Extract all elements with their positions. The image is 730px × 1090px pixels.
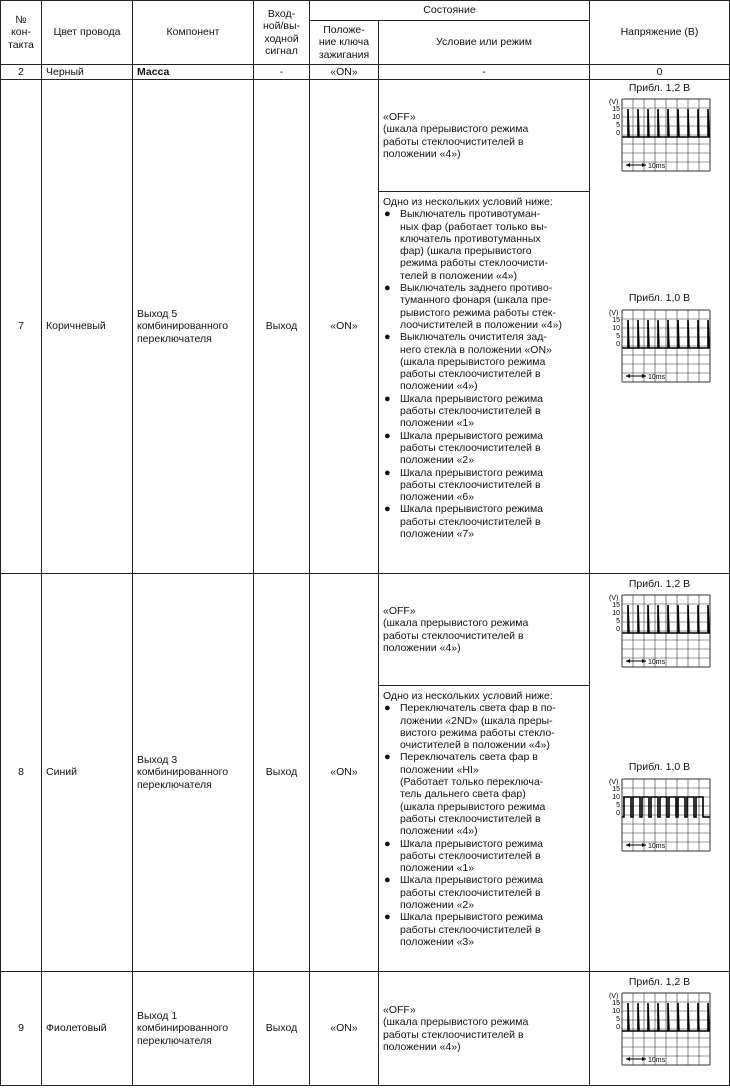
- voltage-cell: [590, 80, 730, 574]
- oscilloscope-waveform: [608, 591, 712, 671]
- condition-item: ● Шкала прерывистого режима работы стеклоочистителей в положении «2»: [383, 874, 585, 911]
- io-signal: -: [254, 65, 310, 80]
- condition-item: ● Шкала прерывистого режима работы стеклоочистителей в положении «1»: [383, 393, 585, 430]
- scope-tick-label: 0: [615, 340, 620, 348]
- condition-off: «OFF» (шкала прерывистого режима работы стеклоочистителей в положении «4»): [379, 574, 590, 686]
- scope-unit-label: (V): [608, 99, 618, 107]
- condition-intro: Одно из нескольких условий ниже:: [383, 690, 553, 702]
- scope-unit-label: (V): [608, 778, 618, 786]
- scope-tick-label: 15: [611, 106, 620, 114]
- header-voltage: Напряжение (В): [590, 1, 730, 65]
- scope-tick-label: 10: [611, 793, 620, 801]
- condition-item: ● Выключатель очистителя зад- него стекла в положении «ON» (шкала прерывистого режима работы стеклоочистителей в положении «4»): [383, 331, 585, 392]
- condition-item: ● Шкала прерывистого режима работы стеклоочистителей в положении «1»: [383, 838, 585, 875]
- condition-text: -: [379, 65, 590, 80]
- header-pin: № кон- такта: [1, 1, 42, 65]
- oscilloscope-waveform: [608, 775, 712, 855]
- condition-item: ● Переключатель света фар в положении «HI» (Работает только переключа- тель дальнего света фар) (шкала прерывистого режима работы стеклоочистителей в положении «4»): [383, 751, 585, 837]
- scope-tick-label: 5: [615, 122, 620, 130]
- component-name: Выход 5 комбинированного переключателя: [133, 80, 254, 574]
- wire-color: Черный: [42, 65, 133, 80]
- timebase-label: 10ms: [647, 1057, 665, 1065]
- scope-unit-label: (V): [608, 595, 618, 603]
- table-row-pin-8: [1, 574, 730, 686]
- ignition-position: «ON»: [310, 65, 379, 80]
- timebase-label: 10ms: [647, 373, 665, 381]
- voltage-cell: [590, 574, 730, 972]
- pin-number: 9: [1, 972, 42, 1086]
- scope-tick-label: 10: [611, 114, 620, 122]
- table-row-pin-7: [1, 80, 730, 192]
- oscilloscope-waveform: [608, 95, 712, 175]
- voltage-label: Прибл. 1,2 В: [628, 82, 691, 94]
- voltage-label: Прибл. 1,0 В: [628, 292, 691, 305]
- timebase-label: 10ms: [647, 659, 665, 667]
- condition-item: ● Шкала прерывистого режима работы стеклоочистителей в положении «7»: [383, 503, 585, 540]
- scope-tick-label: 0: [615, 130, 620, 138]
- wire-color: Фиолетовый: [42, 972, 133, 1086]
- condition-item: ● Шкала прерывистого режима работы стеклоочистителей в положении «2»: [383, 430, 585, 467]
- timebase-label: 10ms: [647, 842, 665, 850]
- header-state: Состояние: [310, 1, 590, 21]
- scope-tick-label: 10: [611, 324, 620, 332]
- header-io-signal: Вход- ной/вы- ходной сигнал: [254, 1, 310, 65]
- pin-number: 2: [1, 65, 42, 80]
- scope-tick-label: 15: [611, 316, 620, 324]
- scope-tick-label: 10: [611, 1008, 620, 1016]
- condition-on-list: [379, 686, 590, 972]
- condition-off: «OFF» (шкала прерывистого режима работы стеклоочистителей в положении «4»): [379, 80, 590, 192]
- scope-tick-label: 0: [615, 1024, 620, 1032]
- wire-color: Синий: [42, 574, 133, 972]
- component-name: Масса: [133, 65, 254, 80]
- header-component: Компонент: [133, 1, 254, 65]
- voltage-value: 0: [590, 65, 730, 80]
- scope-tick-label: 15: [611, 785, 620, 793]
- component-name: Выход 3 комбинированного переключателя: [133, 574, 254, 972]
- condition-item: ● Выключатель противотуман- ных фар (работает только вы- ключатель противотуманных фар) (шкала прерывистого режима работы стеклоочисти- телей в положении «4»): [383, 208, 585, 282]
- pin-number: 8: [1, 574, 42, 972]
- condition-item: ● Шкала прерывистого режима работы стеклоочистителей в положении «3»: [383, 911, 585, 948]
- scope-tick-label: 5: [615, 618, 620, 626]
- header-condition: Условие или режим: [379, 21, 590, 65]
- condition-item: ● Шкала прерывистого режима работы стеклоочистителей в положении «6»: [383, 467, 585, 504]
- io-signal: Выход: [254, 972, 310, 1086]
- header-wire-color: Цвет провода: [42, 1, 133, 65]
- condition-item: ● Выключатель заднего противо- туманного фонаря (шкала пре- рывистого режима работы стек- лоочистителей в положении «4»): [383, 282, 585, 331]
- header-ignition-position: Положе- ние ключа зажигания: [310, 21, 379, 65]
- timebase-label: 10ms: [647, 163, 665, 171]
- condition-intro: Одно из нескольких условий ниже:: [383, 196, 553, 208]
- scope-unit-label: (V): [608, 993, 618, 1001]
- voltage-cell: [590, 972, 730, 1086]
- io-signal: Выход: [254, 80, 310, 574]
- scope-tick-label: 10: [611, 610, 620, 618]
- voltage-label: Прибл. 1,2 В: [628, 578, 691, 590]
- oscilloscope-waveform: [608, 306, 712, 386]
- bullet-list: [383, 702, 585, 948]
- table-row-pin-2: [1, 65, 730, 80]
- scope-tick-label: 5: [615, 1016, 620, 1024]
- scope-tick-label: 5: [615, 801, 620, 809]
- voltage-label: Прибл. 1,2 В: [628, 976, 691, 988]
- scope-tick-label: 15: [611, 1000, 620, 1008]
- component-name: Выход 1 комбинированного переключателя: [133, 972, 254, 1086]
- voltage-label: Прибл. 1,0 В: [628, 761, 691, 774]
- ignition-position: «ON»: [310, 80, 379, 574]
- table-row-pin-9: [1, 972, 730, 1086]
- pin-number: 7: [1, 80, 42, 574]
- ignition-position: «ON»: [310, 574, 379, 972]
- ignition-position: «ON»: [310, 972, 379, 1086]
- bullet-list: [383, 208, 585, 540]
- scope-tick-label: 0: [615, 626, 620, 634]
- oscilloscope-waveform: [608, 989, 712, 1069]
- scope-tick-label: 5: [615, 332, 620, 340]
- scope-tick-label: 15: [611, 602, 620, 610]
- io-signal: Выход: [254, 574, 310, 972]
- condition-item: ● Переключатель света фар в по- ложении «2ND» (шкала преры- вистого режима работы стекло- очистителей в положении «4»): [383, 702, 585, 751]
- condition-on-list: [379, 192, 590, 574]
- scope-unit-label: (V): [608, 309, 618, 317]
- wire-color: Коричневый: [42, 80, 133, 574]
- scope-tick-label: 0: [615, 809, 620, 817]
- condition-off: «OFF» (шкала прерывистого режима работы стеклоочистителей в положении «4»): [379, 972, 590, 1086]
